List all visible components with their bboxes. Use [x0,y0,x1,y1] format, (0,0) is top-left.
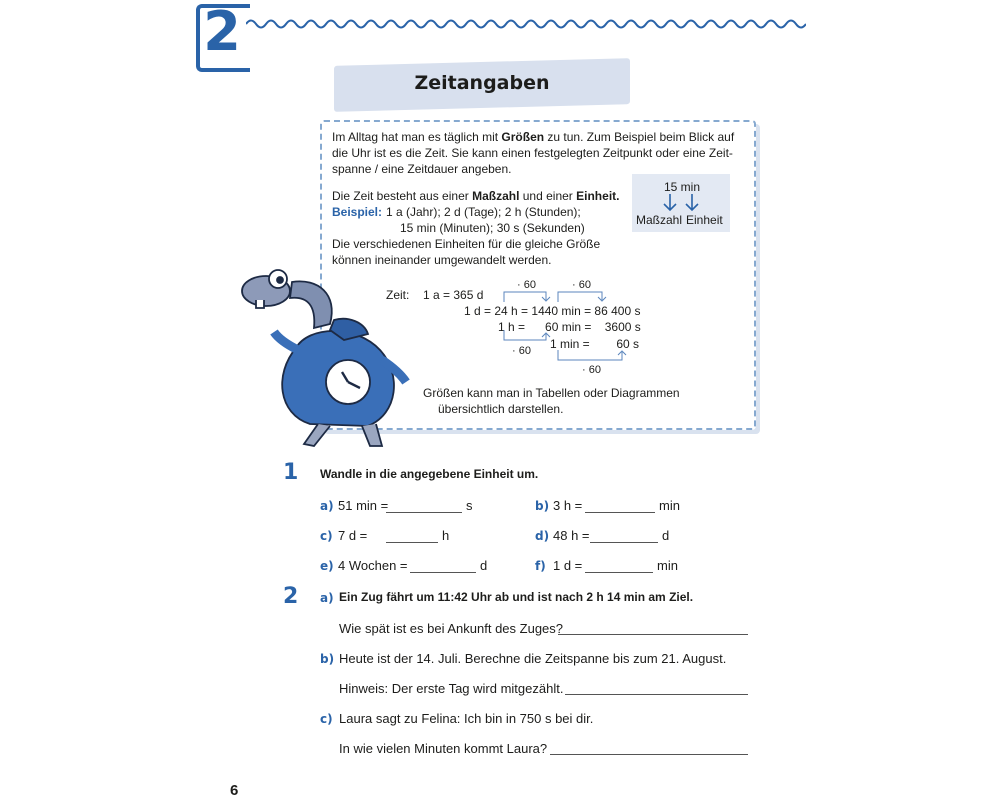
task-1a-unit: s [466,498,473,513]
wave-divider [246,14,806,34]
task-2c-text: Laura sagt zu Felina: Ich bin in 750 s bei dir. [339,711,594,726]
task-1d-unit: d [662,528,670,543]
task-2a-text: Ein Zug fährt um 11:42 Uhr ab und ist nach 2 h 14 min am Ziel. [339,590,694,604]
task-1f-letter: f) [535,559,546,573]
task-2-number: 2 [283,584,299,609]
task-2b-answer-field[interactable] [565,693,748,695]
info-paragraph-2: Die Zeit besteht aus einer Maßzahl und einer Einheit. [332,189,620,203]
task-2c-question: In wie vielen Minuten kommt Laura? [339,741,548,756]
closing-line-1: Größen kann man in Tabellen oder Diagrammen [423,386,680,400]
factor-label-2: · 60 [572,279,591,291]
task-1c-unit: h [442,528,450,543]
task-1e-answer-field[interactable] [410,571,476,573]
task-1a-expression: 51 min = [338,498,389,513]
task-1c-expression: 7 d = [338,528,368,543]
task-1f-expression: 1 d = [553,558,583,573]
factor-label-1: · 60 [517,279,536,291]
task-1d-expression: 48 h = [553,528,590,543]
conversion-row-2: 1 d = 24 h = 1440 min = 86 400 s [464,304,641,318]
task-1b-unit: min [659,498,680,513]
task-1b-answer-field[interactable] [585,511,655,513]
conversion-row-3: 1 h = 60 min = 3600 s [498,320,641,334]
conversion-row-4: 1 min = 60 s [550,337,640,351]
task-1f-unit: min [657,558,678,573]
page-number: 6 [230,782,239,799]
example-label-unit: Einheit [686,213,723,227]
task-1e-letter: e) [320,559,334,573]
task-2c-answer-field[interactable] [550,753,748,755]
task-2b-letter: b) [320,652,335,666]
page-title: Zeitangaben [414,72,550,94]
task-1b-expression: 3 h = [553,498,583,513]
chapter-number: 2 [203,0,241,63]
task-2b-question: Hinweis: Der erste Tag wird mitgezählt. [339,681,564,696]
task-1d-letter: d) [535,529,550,543]
info-paragraph-1: Im Alltag hat man es täglich mit Größen zu tun. Zum Beispiel beim Blick auf die Uhr ist es die Zeit. Sie kann einen festgelegten Zeitpunkt oder eine Zeit- spanne / eine Zeitdauer angeben. [332,130,735,176]
beispiel-line-1: 1 a (Jahr); 2 d (Tage); 2 h (Stunden); [386,205,581,219]
task-2b-text: Heute ist der 14. Juli. Berechne die Zeitspanne bis zum 21. August. [339,651,727,666]
task-1a-answer-field[interactable] [386,511,462,513]
factor-label-4: · 60 [582,364,601,376]
factor-label-3: · 60 [512,345,531,357]
task-1e-expression: 4 Wochen = [338,558,408,573]
example-value: 15 min [664,180,701,194]
example-label-number: Maßzahl [636,213,683,227]
closing-line-2: übersichtlich darstellen. [438,402,564,416]
task-2c-letter: c) [320,712,333,726]
task-2a-answer-field[interactable] [558,633,748,635]
task-1c-answer-field[interactable] [386,541,438,543]
task-2a-letter: a) [320,591,334,605]
task-1e-unit: d [480,558,488,573]
task-1a-letter: a) [320,499,334,513]
task-1f-answer-field[interactable] [585,571,653,573]
task-1c-letter: c) [320,529,333,543]
info-paragraph-3-line-2: können ineinander umgewandelt werden. [332,253,552,267]
info-paragraph-3-line-1: Die verschiedenen Einheiten für die gleiche Größe [332,237,601,251]
task-1-number: 1 [283,460,299,485]
beispiel-line-2: 15 min (Minuten); 30 s (Sekunden) [400,221,585,235]
task-1b-letter: b) [535,499,550,513]
task-1d-answer-field[interactable] [590,541,658,543]
beispiel-label: Beispiel: [332,205,383,219]
conversion-label: Zeit: [386,288,410,302]
conversion-row-1: 1 a = 365 d [423,288,484,302]
clock-creature-mascot-icon [238,264,413,454]
task-1-instruction: Wandle in die angegebene Einheit um. [320,467,539,481]
task-2a-question: Wie spät ist es bei Ankunft des Zuges? [339,621,564,636]
down-arrow-icon [660,194,704,214]
conversion-brackets [500,288,640,368]
